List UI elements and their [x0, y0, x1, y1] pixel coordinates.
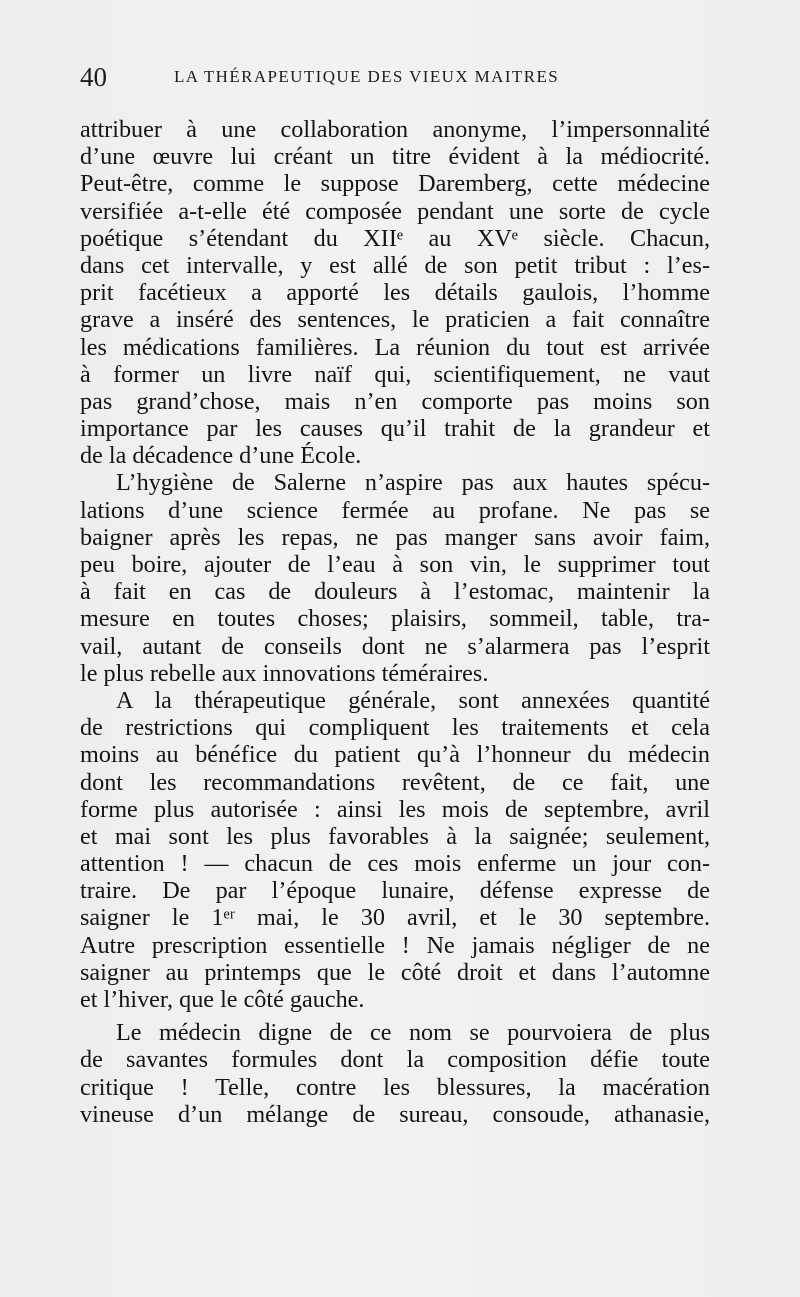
text-line: attribuer à une collaboration anonyme, l’impersonnalité [80, 116, 710, 143]
text-line: dont les recommandations revêtent, de ce fait, une [80, 768, 710, 796]
text-line: d’une œuvre lui créant un titre évident à la médiocrité. [80, 143, 710, 171]
text-line: et l’hiver, que le côté gauche. [80, 986, 365, 1013]
text-line: le plus rebelle aux innovations téméraires. [80, 659, 489, 687]
text-line: prit facétieux a apporté les détails gaulois, l’homme [80, 279, 710, 307]
text-line: vail, autant de conseils dont ne s’alarmera pas l’esprit [80, 632, 710, 660]
text-line: lations d’une science fermée au profane. Ne pas se [80, 496, 710, 524]
text-line: versifiée a-t-elle été composée pendant une sorte de cycle [80, 197, 710, 225]
text-line: les médications familières. La réunion du tout est arrivée [80, 333, 710, 361]
text-line: pas grand’chose, mais n’en comporte pas moins son [80, 387, 710, 415]
text-line: forme plus autorisée : ainsi les mois de septembre, avril [80, 795, 710, 823]
text-line: A la thérapeutique générale, sont annexées quantité [116, 686, 710, 714]
text-line: à former un livre naïf qui, scientifiquement, ne vaut [80, 360, 710, 388]
text-line: critique ! Telle, contre les blessures, la macération [80, 1073, 710, 1101]
text-line: attention ! — chacun de ces mois enferme un jour con- [80, 850, 710, 878]
text-line: Autre prescription essentielle ! Ne jamais négliger de ne [80, 931, 710, 959]
text-line: saigner au printemps que le côté droit et dans l’automne [80, 958, 710, 986]
body-text [80, 116, 710, 1128]
text-line: Le médecin digne de ce nom se pourvoiera de plus [116, 1019, 710, 1047]
text-line: Peut-être, comme le suppose Daremberg, cette médecine [80, 170, 710, 198]
text-line: vineuse d’un mélange de sureau, consoude, athanasie, [80, 1100, 710, 1128]
page-number: 40 [80, 62, 107, 92]
text-line: importance par les causes qu’il trahit de la grandeur et [80, 415, 710, 443]
text-line: moins au bénéfice du patient qu’à l’honneur du médecin [80, 741, 710, 769]
text-line: de savantes formules dont la composition défie toute [80, 1046, 710, 1074]
text-line: saigner le 1ᵉʳ mai, le 30 avril, et le 30 septembre. [80, 904, 710, 932]
page-header [80, 62, 720, 92]
text-line: mesure en toutes choses; plaisirs, sommeil, table, tra- [80, 605, 710, 633]
text-line: poétique s’étendant du XIIᵉ au XVᵉ siècle. Chacun, [80, 224, 710, 252]
text-line: grave a inséré des sentences, le praticien a fait connaître [80, 306, 710, 334]
paragraph-3 [80, 687, 710, 1013]
text-line: de restrictions qui compliquent les traitements et cela [80, 714, 710, 742]
text-line: baigner après les repas, ne pas manger sans avoir faim, [80, 523, 710, 551]
text-line: de la décadence d’une École. [80, 442, 362, 470]
text-line: dans cet intervalle, y est allé de son petit tribut : l’es- [80, 251, 710, 279]
paragraph-2 [80, 469, 710, 687]
paragraph-1 [80, 116, 710, 469]
text-line: peu boire, ajouter de l’eau à son vin, le supprimer tout [80, 551, 710, 578]
text-line: traire. De par l’époque lunaire, défense expresse de [80, 877, 710, 905]
text-line: L’hygiène de Salerne n’aspire pas aux hautes spécu- [116, 469, 710, 497]
text-line: à fait en cas de douleurs à l’estomac, maintenir la [80, 578, 710, 606]
text-line: et mai sont les plus favorables à la saignée; seulement, [80, 822, 710, 850]
paragraph-4 [80, 1019, 710, 1128]
running-title: LA THÉRAPEUTIQUE DES VIEUX MAITRES [174, 67, 560, 86]
